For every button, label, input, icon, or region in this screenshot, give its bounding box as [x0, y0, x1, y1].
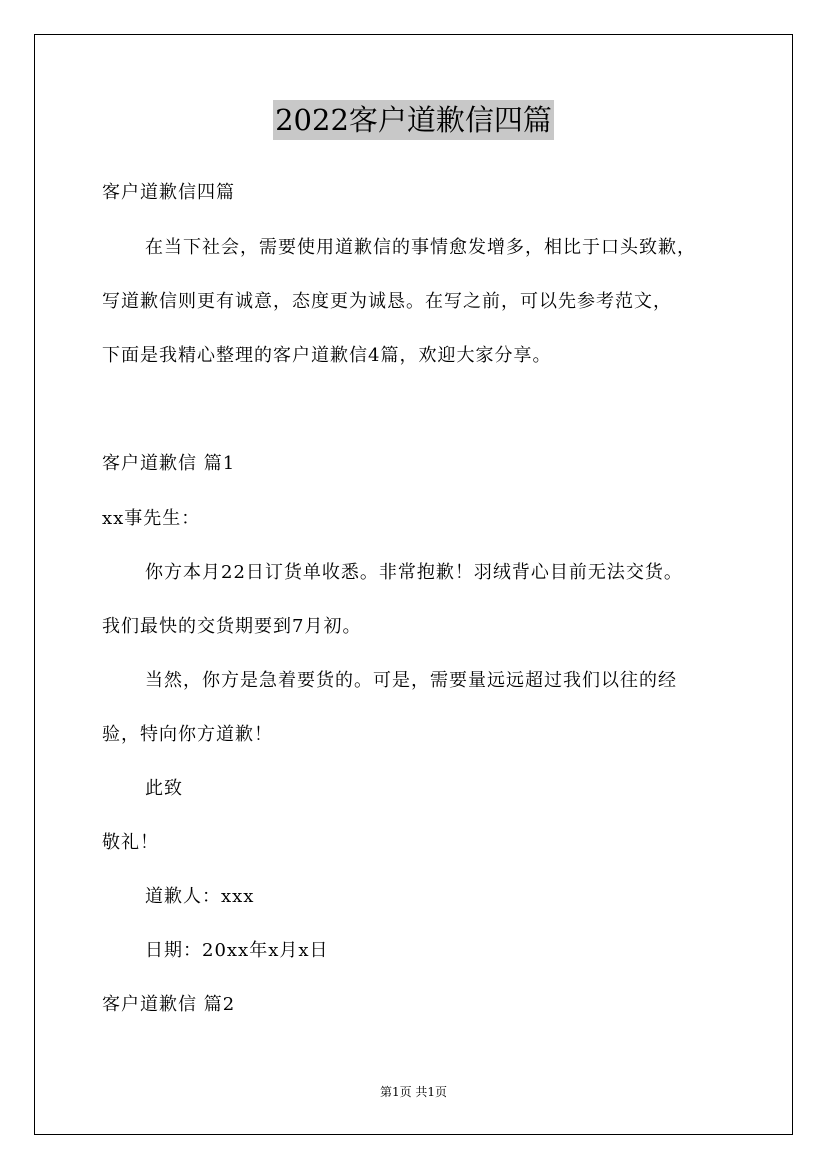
- body-line-1: 你方本月22日订货单收悉。非常抱歉！羽绒背心目前无法交货。: [145, 562, 683, 583]
- body-line-4: 验，特向你方道歉！: [102, 724, 273, 745]
- section-heading-1: 客户道歉信 篇1: [102, 453, 236, 474]
- date-line: 日期：20xx年x月x日: [145, 940, 329, 961]
- section-heading-2: 客户道歉信 篇2: [102, 994, 236, 1015]
- body-line-2: 我们最快的交货期要到7月初。: [102, 616, 362, 637]
- document-title: 2022客户道歉信四篇: [273, 100, 554, 140]
- subtitle-line: 客户道歉信四篇: [102, 182, 235, 203]
- intro-line-3: 下面是我精心整理的客户道歉信4篇，欢迎大家分享。: [102, 345, 552, 366]
- page-footer: 第1页 共1页: [379, 1085, 448, 1099]
- closing-line-2: 敬礼！: [102, 832, 159, 853]
- salutation: xx事先生：: [102, 508, 201, 529]
- intro-line-1: 在当下社会，需要使用道歉信的事情愈发增多，相比于口头致歉，: [145, 237, 696, 258]
- intro-line-2: 写道歉信则更有诚意，态度更为诚恳。在写之前，可以先参考范文，: [102, 291, 672, 312]
- title-container: [0, 100, 827, 140]
- closing-line-1: 此致: [145, 778, 183, 799]
- body-line-3: 当然，你方是急着要货的。可是，需要量远远超过我们以往的经: [145, 670, 677, 691]
- signature-line: 道歉人：xxx: [145, 886, 255, 907]
